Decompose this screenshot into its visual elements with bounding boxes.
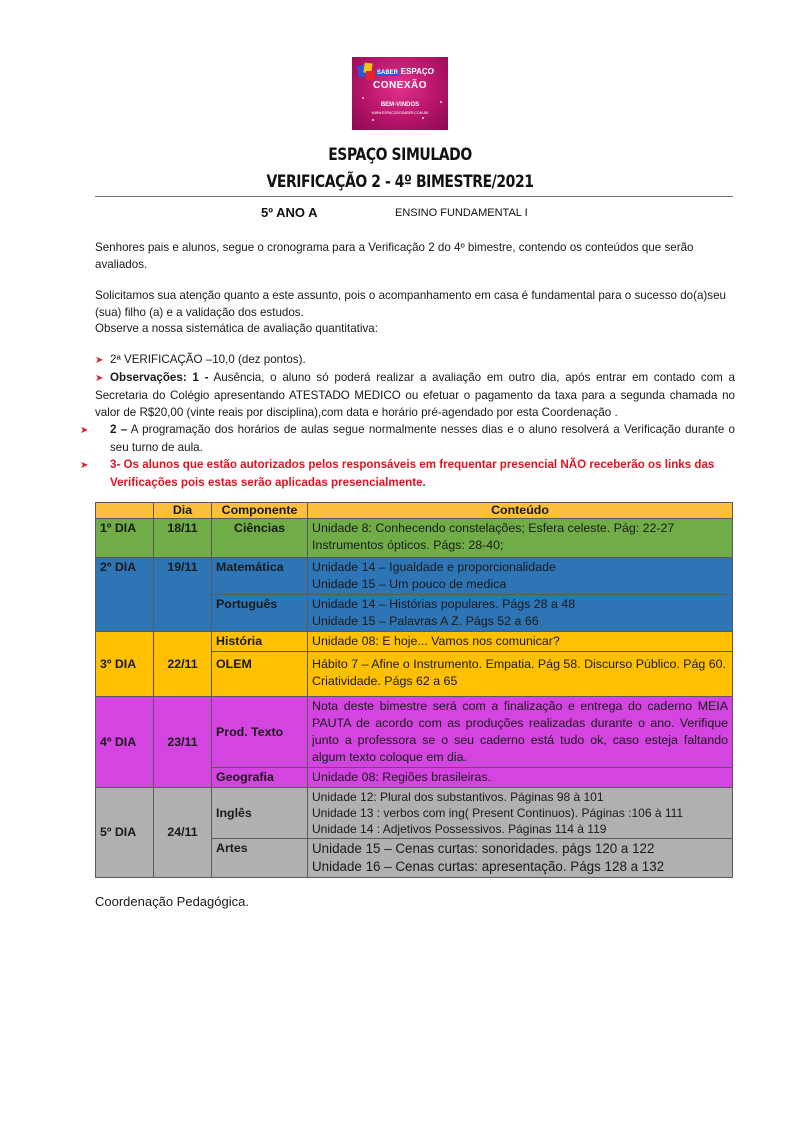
subject-name: Artes	[212, 839, 308, 878]
logo-brand: SABER ESPAÇO	[377, 67, 434, 76]
subject-name: Prod. Texto	[212, 697, 308, 768]
subject-content: Unidade 08: E hoje... Vamos nos comunicar?	[308, 632, 733, 652]
level-label: ENSINO FUNDAMENTAL I	[395, 207, 528, 219]
sparkle-decoration	[422, 117, 424, 119]
bullet-absence: ➤ Observações: 1 - Ausência, o aluno só poderá realizar a avaliação em outro dia, após entrar em contado com a Secretaria do Colégio apresentando ATESTADO MEDICO ou efetuar o pagamento da taxa para a segunda chamada no valor de R$20,00 (vinte reais por disciplina),com data e horário pré-agendado por esta Coordenação .	[95, 371, 735, 419]
evaluation-note: Observe a nossa sistemática de avaliação quantitativa:	[95, 322, 378, 335]
subject-name: Ciências	[212, 519, 308, 558]
day-date: 18/11	[154, 519, 212, 558]
subject-content: Unidade 8: Conhecendo constelações; Esfera celeste. Pág: 22-27 Instrumentos ópticos. Págs: 28-40;	[308, 519, 733, 558]
subject-name: OLEM	[212, 652, 308, 697]
header-day	[96, 503, 154, 519]
subject-name: História	[212, 632, 308, 652]
table-header-row	[96, 503, 733, 519]
day-label: 3º DIA	[96, 632, 154, 697]
subject-content: Unidade 14 – Igualdade e proporcionalidade Unidade 15 – Um pouco de medica	[308, 558, 733, 595]
bullet-in-person-warning: ➤ 3- Os alunos que estão autorizados pelos responsáveis em frequentar presencial NÃO receberão os links das Verificações pois estas serão aplicadas presencialmente.	[80, 458, 715, 489]
arrow-bullet-icon: ➤	[80, 425, 89, 436]
table-row-day2	[96, 558, 733, 595]
subject-content: Nota deste bimestre será com a finalização e entrega do caderno MEIA PAUTA de acordo com as produções realizadas durante o ano. Verifique junto a professora se o seu caderno está tudo ok, caso esteja faltando algum texto coloque em dia.	[308, 697, 733, 768]
arrow-bullet-icon: ➤	[95, 373, 104, 384]
day-label: 2º DIA	[96, 558, 154, 632]
subject-name: Matemática	[212, 558, 308, 595]
signature: Coordenação Pedagógica.	[95, 894, 249, 909]
arrow-bullet-icon: ➤	[80, 460, 89, 471]
school-logo	[352, 57, 448, 130]
arrow-bullet-icon: ➤	[95, 355, 104, 366]
table-row-day1	[96, 519, 733, 558]
sparkle-decoration	[372, 119, 374, 121]
subject-content: Unidade 15 – Cenas curtas: sonoridades. págs 120 a 122 Unidade 16 – Cenas curtas: apresentação. Págs 128 a 132	[308, 839, 733, 878]
day-label: 1º DIA	[96, 519, 154, 558]
header-date: Dia	[154, 503, 212, 519]
sparkle-decoration	[362, 97, 364, 99]
day-label: 5º DIA	[96, 788, 154, 878]
logo-welcome: BEM-VINDOS	[380, 102, 420, 108]
grade-label: 5º ANO A	[261, 205, 318, 220]
table-row-day4	[96, 697, 733, 768]
table-row-day3	[96, 632, 733, 652]
day-label: 4º DIA	[96, 697, 154, 788]
day-date: 23/11	[154, 697, 212, 788]
schedule-table	[95, 502, 733, 878]
header-component: Componente	[212, 503, 308, 519]
intro-paragraph: Senhores pais e alunos, segue o cronograma para a Verificação 2 do 4º bimestre, contendo os conteúdos que serão avaliados.	[95, 241, 694, 271]
header-divider	[95, 196, 733, 197]
bullet-verification-score: ➤ 2ª VERIFICAÇÃO –10,0 (dez pontos).	[95, 351, 735, 369]
subject-content: Unidade 08: Regiões brasileiras.	[308, 768, 733, 788]
table-row-day5	[96, 788, 733, 839]
observations-list	[80, 351, 736, 491]
logo-website: WWW.ESPACODOSABER.COM.BR	[371, 111, 429, 115]
subject-content: Unidade 12: Plural dos substantivos. Páginas 98 à 101 Unidade 13 : verbos com ing( Present Continuos). Páginas :106 à 111 Unidade 14 : Adjetivos Possessivos. Páginas 114 à 119	[308, 788, 733, 839]
subject-name: Inglês	[212, 788, 308, 839]
bullet-schedule: ➤ 2 – A programação dos horários de aulas segue normalmente nesses dias e o aluno resolverá a Verificação durante o seu turno de aula.	[80, 423, 736, 454]
logo-conexao: CONEXÃO	[372, 80, 428, 91]
subject-content: Hábito 7 – Afine o Instrumento. Empatia. Pág 58. Discurso Público. Pág 60. Criatividade. Págs 62 a 65	[308, 652, 733, 697]
document-subtitle: VERIFICAÇÃO 2 - 4º BIMESTRE/2021	[266, 172, 534, 192]
day-date: 19/11	[154, 558, 212, 632]
subject-name: Português	[212, 595, 308, 632]
colored-blocks-icon	[358, 63, 376, 81]
document-title: ESPAÇO SIMULADO	[328, 145, 472, 165]
day-date: 22/11	[154, 632, 212, 697]
attention-paragraph: Solicitamos sua atenção quanto a este assunto, pois o acompanhamento em casa é fundamental para o sucesso do(a)seu (sua) filho (a) e a validação dos estudos.	[95, 289, 726, 319]
subject-content: Unidade 14 – Histórias populares. Págs 28 a 48 Unidade 15 – Palavras A Z. Págs 52 a 66	[308, 595, 733, 632]
subject-name: Geografia	[212, 768, 308, 788]
header-content: Conteúdo	[308, 503, 733, 519]
day-date: 24/11	[154, 788, 212, 878]
